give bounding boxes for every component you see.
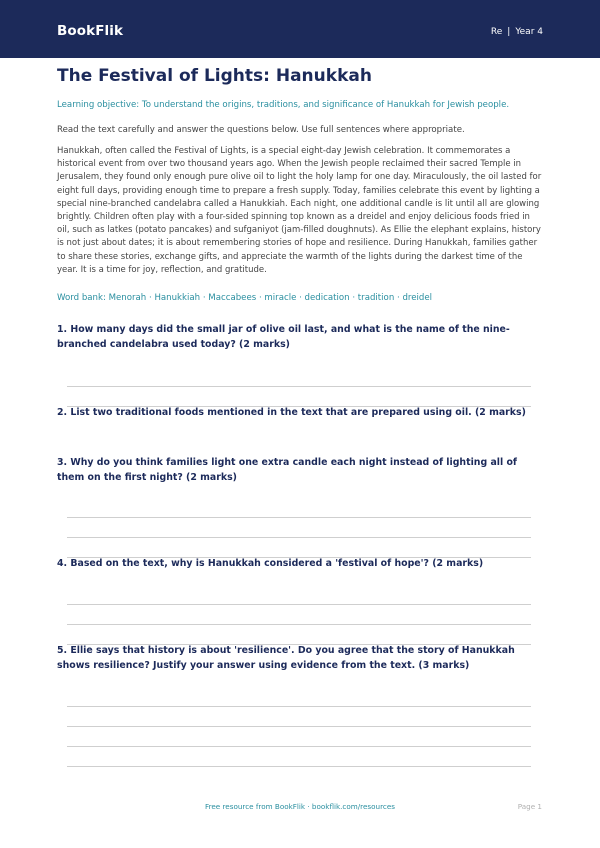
- question-2: 2. List two traditional foods mentioned in the text that are prepared using oil. (2 marks): [57, 407, 526, 418]
- question-3: 3. Why do you think families light one extra candle each night instead of lighting all of them on the first night? (2 marks): [57, 457, 517, 483]
- answer-line-q4-2[interactable]: [67, 624, 531, 625]
- page-title: The Festival of Lights: Hanukkah: [57, 66, 372, 86]
- brand-logo[interactable]: BookFlik: [57, 23, 124, 39]
- reader-label: Re: [490, 27, 503, 37]
- answer-line-q4-1[interactable]: [67, 604, 531, 605]
- answer-line-q3-1[interactable]: [67, 517, 531, 518]
- learning-objective: Learning objective: To understand the origins, traditions, and significance of Hanukkah for Jewish people.: [57, 100, 510, 110]
- footer-credit[interactable]: Free resource from BookFlik · bookflik.com/resources: [204, 802, 396, 811]
- question-4: 4. Based on the text, why is Hanukkah considered a 'festival of hope'? (2 marks): [57, 558, 484, 569]
- answer-line-q5-4[interactable]: [67, 766, 531, 767]
- word-bank: Word bank: Menorah · Hanukkiah · Maccabees · miracle · dedication · tradition · dreidel: [57, 293, 433, 303]
- instructions: Read the text carefully and answer the questions below. Use full sentences where appropriate.: [57, 125, 465, 135]
- page-number: Page 1: [517, 802, 542, 811]
- header-bar: [0, 0, 600, 58]
- answer-line-q3-2[interactable]: [67, 537, 531, 538]
- question-1: 1. How many days did the small jar of olive oil last, and what is the name of the nine-branched candelabra used today? (2 marks): [57, 324, 510, 350]
- answer-line-q5-2[interactable]: [67, 726, 531, 727]
- header-meta: Re | Year 4: [490, 27, 543, 37]
- reading-passage: Hanukkah, often called the Festival of Lights, is a special eight-day Jewish celebration. It commemorates a historical event from over two thousand years ago. When the Jewish people reclaimed their sacred Temple in Jerusalem, they found only enough pure olive oil to light the holy lamp for one day. Miraculously, the oil lasted for eight full days, providing enough time to prepare a fresh supply. Today, families celebrate this event by lighting a special nine-branched candelabra called a Hanukkiah. Each night, one additional candle is lit until all are glowing brightly. Children often play with a four-sided spinning top known as a dreidel and enjoy delicious foods fried in oil, such as latkes (potato pancakes) and sufganiyot (jam-filled doughnuts). As Ellie the elephant explains, history is not just about dates; it is about remembering stories of hope and resilience. During Hanukkah, families gather to share these stories, exchange gifts, and appreciate the warmth of the lights during the darkest time of the year. It is a time for joy, reflection, and gratitude.: [57, 146, 542, 275]
- answer-line-q5-1[interactable]: [67, 706, 531, 707]
- answer-line-q5-3[interactable]: [67, 746, 531, 747]
- year-label: Year 4: [515, 27, 543, 37]
- answer-line-q1-1[interactable]: [67, 386, 531, 387]
- question-5: 5. Ellie says that history is about 'resilience'. Do you agree that the story of Hanukkah shows resilience? Justify your answer using evidence from the text. (3 marks): [57, 645, 515, 671]
